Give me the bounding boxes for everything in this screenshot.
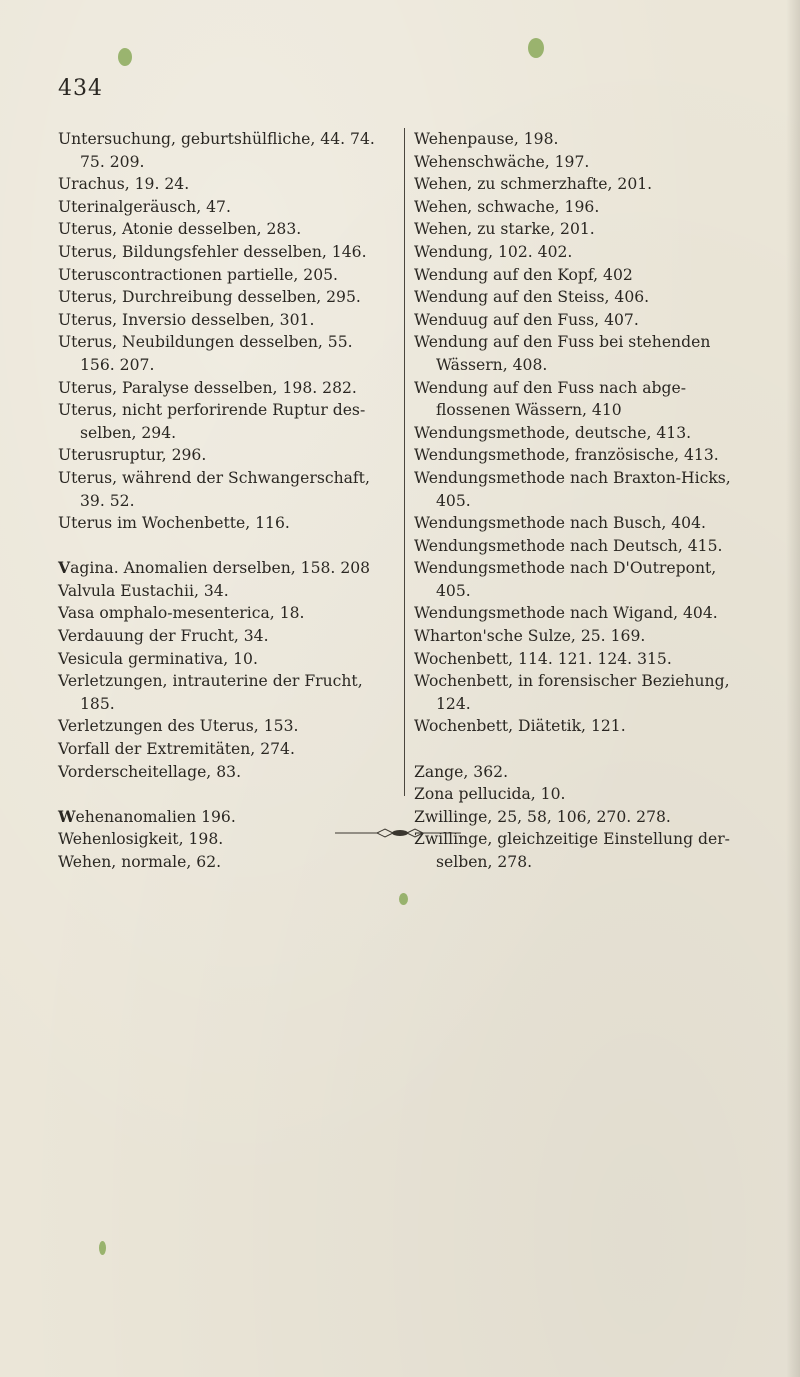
index-entry-text: Vorderscheitellage, 83. (58, 762, 242, 781)
index-entry (414, 377, 796, 422)
index-entry-text: Wehenlosigkeit, 198. (58, 830, 224, 849)
index-entry (58, 399, 398, 444)
index-entry-text: Uterus, Bildungsfehler desselben, 146. (58, 242, 367, 261)
index-entry-text: Wochenbett, 114. 121. 124. 315. (414, 649, 672, 668)
index-entry (414, 512, 796, 535)
index-entry-continuation: Wässern, 408. (436, 355, 548, 374)
index-entry (58, 377, 398, 400)
index-entry-text: Wendung auf den Fuss nach abge- (414, 378, 686, 397)
index-entry-continuation: selben, 294. (80, 423, 177, 442)
index-entry (414, 535, 796, 558)
stain-mark (528, 38, 544, 58)
index-entry-text: Wehenschwäche, 197. (414, 152, 590, 171)
index-entry (414, 602, 796, 625)
index-entry-text: Wochenbett, in forensischer Beziehung, (414, 672, 730, 691)
index-entry-text: Wendungsmethode nach Busch, 404. (414, 514, 706, 533)
index-entry (414, 196, 796, 219)
index-entry-text: Vasa omphalo-mesenterica, 18. (58, 604, 305, 623)
index-entry-text: Uterusruptur, 296. (58, 446, 207, 465)
index-entry-text: Zwillinge, gleichzeitige Einstellung der- (414, 830, 730, 849)
index-entry-text: Wendung auf den Fuss bei stehenden (414, 333, 711, 352)
index-entry-text: Wochenbett, Diätetik, 121. (414, 717, 626, 736)
end-ornament (333, 826, 463, 840)
index-entry (58, 173, 398, 196)
index-entry (414, 331, 796, 376)
index-entry (58, 444, 398, 467)
index-entry (58, 648, 398, 671)
index-entry-text: Zwillinge, 25, 58, 106, 270. 278. (414, 807, 671, 826)
index-entry-text: Uterus im Wochenbette, 116. (58, 514, 290, 533)
index-entry-text: Wendungsmethode, französische, 413. (414, 446, 719, 465)
index-entry-text: Uterinalgeräusch, 47. (58, 197, 231, 216)
index-entry (414, 828, 796, 873)
index-entry (58, 241, 398, 264)
index-entry-text: Verdauung der Frucht, 34. (58, 627, 269, 646)
index-entry-text: Wendungsmethode nach Braxton-Hicks, (414, 468, 731, 487)
index-entry-text: Vorfall der Extremitäten, 274. (58, 740, 295, 759)
index-entry (58, 602, 398, 625)
index-entry (414, 422, 796, 445)
index-entry-text: Valvula Eustachii, 34. (58, 581, 229, 600)
index-entry (58, 196, 398, 219)
index-entry-text: Wendung auf den Kopf, 402 (414, 265, 633, 284)
index-entry-text: Wendung, 102. 402. (414, 242, 573, 261)
index-entry (414, 467, 796, 512)
index-entry-text: Wehenanomalien 196. (58, 806, 236, 826)
index-entry-continuation: 185. (80, 694, 115, 713)
stain-mark (118, 48, 132, 66)
index-entry-continuation: 405. (436, 581, 471, 600)
section-gap (58, 783, 398, 806)
index-entry (58, 580, 398, 603)
index-entry (58, 512, 398, 535)
index-entry-text: Uterus, Inversio desselben, 301. (58, 310, 315, 329)
index-entry-text: Uterus, Paralyse desselben, 198. 282. (58, 378, 357, 397)
index-entry (414, 286, 796, 309)
index-entry-text: Untersuchung, geburtshülfliche, 44. 74. (58, 130, 375, 148)
index-entry-continuation: 124. (436, 694, 471, 713)
index-column-right (414, 128, 796, 874)
index-entry-text: Uteruscontractionen partielle, 205. (58, 265, 339, 284)
column-divider (404, 128, 405, 796)
stain-mark (99, 1241, 106, 1255)
index-entry (414, 670, 796, 715)
index-entry (414, 761, 796, 784)
index-entry-text: Wehen, schwache, 196. (414, 197, 600, 216)
index-entry-text: Wenduug auf den Fuss, 407. (414, 310, 639, 329)
section-gap (414, 738, 796, 761)
index-entry-continuation: 405. (436, 491, 471, 510)
index-entry (414, 648, 796, 671)
index-entry (58, 264, 398, 287)
index-entry-text: Wendungsmethode nach Deutsch, 415. (414, 536, 723, 555)
index-entry-continuation: selben, 278. (436, 853, 533, 871)
index-entry (58, 738, 398, 761)
index-entry (414, 264, 796, 287)
index-entry-continuation: 156. 207. (80, 355, 155, 374)
index-entry-text: Wehen, zu starke, 201. (414, 220, 595, 239)
index-entry (58, 557, 398, 580)
index-entry (414, 309, 796, 332)
index-entry (414, 783, 796, 806)
index-entry (58, 467, 398, 512)
index-entry (58, 851, 398, 874)
index-entry-continuation: 39. 52. (80, 491, 135, 510)
index-entry (58, 715, 398, 738)
index-entry (414, 806, 796, 829)
index-entry (414, 173, 796, 196)
index-entry-text: Wendungsmethode nach D'Outrepont, (414, 559, 717, 578)
index-entry-continuation: flossenen Wässern, 410 (436, 401, 622, 420)
index-entry-text: Verletzungen des Uterus, 153. (58, 717, 299, 736)
page-number: 434 (58, 76, 103, 101)
index-entry-text: Wendungsmethode, deutsche, 413. (414, 423, 692, 442)
index-entry-text: Uterus, Atonie desselben, 283. (58, 220, 302, 239)
index-entry (58, 625, 398, 648)
stain-mark (399, 893, 408, 905)
index-entry (414, 241, 796, 264)
index-entry (414, 625, 796, 648)
index-entry-continuation: 75. 209. (80, 152, 145, 171)
index-entry (58, 670, 398, 715)
index-entry-text: Vesicula germinativa, 10. (58, 649, 258, 668)
index-entry-text: Uterus, Durchreibung desselben, 295. (58, 288, 361, 307)
index-entry (414, 557, 796, 602)
index-entry (58, 128, 398, 173)
index-entry (414, 151, 796, 174)
index-entry-text: Wharton'sche Sulze, 25. 169. (414, 627, 646, 646)
index-entry (58, 331, 398, 376)
index-entry-text: Urachus, 19. 24. (58, 175, 190, 194)
index-entry-text: Uterus, nicht perforirende Ruptur des- (58, 401, 366, 420)
index-entry-text: Zange, 362. (414, 762, 509, 781)
index-entry-text: Wehen, zu schmerzhafte, 201. (414, 175, 653, 194)
index-entry-text: Wehen, normale, 62. (58, 853, 222, 871)
index-entry (414, 444, 796, 467)
index-entry-text: Vagina. Anomalien derselben, 158. 208 (58, 558, 371, 578)
index-entry (414, 128, 796, 151)
index-entry (58, 761, 398, 784)
index-entry-text: Wendung auf den Steiss, 406. (414, 288, 650, 307)
index-entry-text: Wehenpause, 198. (414, 130, 559, 148)
index-column-left (58, 128, 398, 874)
index-entry (414, 715, 796, 738)
index-entry-text: Verletzungen, intrauterine der Frucht, (58, 672, 363, 691)
index-entry-text: Zona pellucida, 10. (414, 785, 566, 804)
index-entry-text: Uterus, Neubildungen desselben, 55. (58, 333, 353, 352)
index-entry (58, 218, 398, 241)
section-gap (58, 535, 398, 558)
index-entry (414, 218, 796, 241)
index-entry (58, 286, 398, 309)
index-entry-text: Wendungsmethode nach Wigand, 404. (414, 604, 718, 623)
index-entry (58, 309, 398, 332)
index-entry-text: Uterus, während der Schwangerschaft, (58, 468, 370, 487)
